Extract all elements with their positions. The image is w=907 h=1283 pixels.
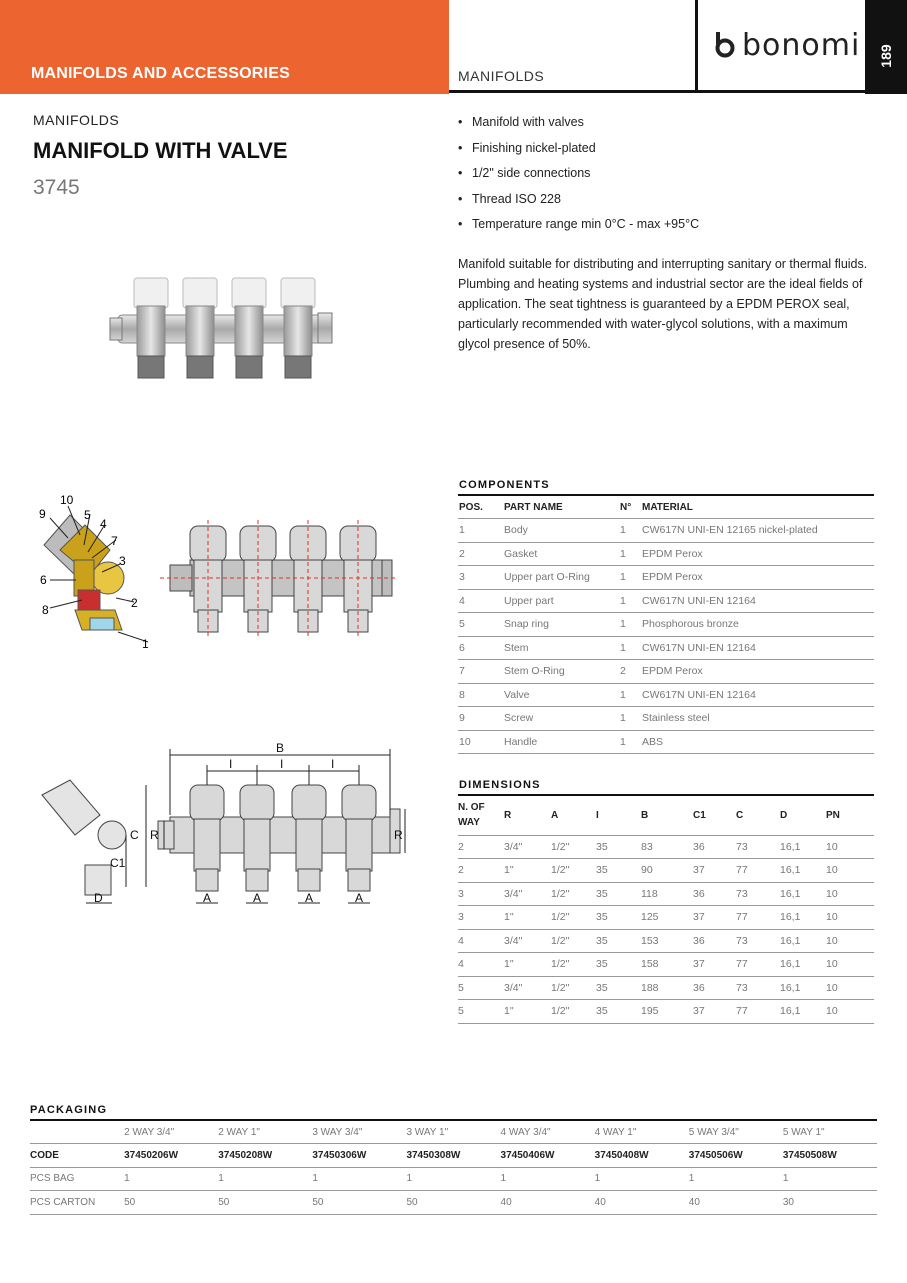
table-cell: Snap ring xyxy=(503,613,619,637)
table-cell: Screw xyxy=(503,707,619,731)
table-row xyxy=(30,1191,877,1215)
table-cell: Stainless steel xyxy=(641,707,874,731)
table-row xyxy=(458,835,874,859)
components-table xyxy=(458,494,874,754)
callout-label: 3 xyxy=(119,554,126,568)
dimensions-title: DIMENSIONS xyxy=(459,779,541,791)
table-cell: 10 xyxy=(826,976,874,1000)
table-cell: 1 xyxy=(619,707,641,731)
table-cell: Handle xyxy=(503,730,619,754)
table-cell: 35 xyxy=(596,929,641,953)
dimension-label: A xyxy=(253,891,262,905)
table-cell: 1 xyxy=(783,1167,877,1191)
table-cell: 37450306W xyxy=(312,1144,406,1168)
column-header: 3 WAY 3/4" xyxy=(312,1120,406,1144)
table-cell: 1 xyxy=(619,566,641,590)
callout-label: 2 xyxy=(131,596,138,610)
table-cell: 3 xyxy=(458,906,504,930)
table-cell: 1/2" xyxy=(551,906,596,930)
product-category: MANIFOLDS xyxy=(33,112,120,128)
dimension-label: C1 xyxy=(110,856,126,870)
table-cell: 1/2" xyxy=(551,835,596,859)
dimension-drawing xyxy=(30,735,415,910)
table-cell: 7 xyxy=(458,660,503,684)
table-row xyxy=(458,882,874,906)
table-cell: Upper part xyxy=(503,589,619,613)
table-cell: 50 xyxy=(406,1191,500,1215)
header-rule xyxy=(449,90,865,93)
table-cell: 16,1 xyxy=(780,976,826,1000)
table-cell: 77 xyxy=(736,906,780,930)
page-number: 189 xyxy=(878,44,894,68)
table-cell: 35 xyxy=(596,906,641,930)
table-cell: 1 xyxy=(619,613,641,637)
table-cell: CODE xyxy=(30,1144,124,1168)
table-cell: 77 xyxy=(736,859,780,883)
table-cell: 36 xyxy=(693,835,736,859)
feature-item: • 1/2" side connections xyxy=(458,166,699,192)
table-cell: 5 xyxy=(458,1000,504,1024)
table-cell: 73 xyxy=(736,976,780,1000)
table-row xyxy=(458,660,874,684)
table-cell: 40 xyxy=(595,1191,689,1215)
table-row xyxy=(30,1144,877,1168)
feature-item: • Finishing nickel-plated xyxy=(458,141,699,167)
table-cell: 125 xyxy=(641,906,693,930)
table-cell: Gasket xyxy=(503,542,619,566)
table-cell: 40 xyxy=(689,1191,783,1215)
table-cell: 10 xyxy=(826,882,874,906)
dimension-label: A xyxy=(355,891,364,905)
table-cell: 1 xyxy=(218,1167,312,1191)
table-cell: 1" xyxy=(504,906,551,930)
table-cell: 188 xyxy=(641,976,693,1000)
table-cell: 1 xyxy=(619,519,641,543)
table-cell: 77 xyxy=(736,1000,780,1024)
table-cell: 37 xyxy=(693,1000,736,1024)
table-cell: 1 xyxy=(619,542,641,566)
table-cell: 5 xyxy=(458,976,504,1000)
table-cell: 1 xyxy=(689,1167,783,1191)
table-cell: 1 xyxy=(406,1167,500,1191)
table-cell: 16,1 xyxy=(780,859,826,883)
table-cell: PCS BAG xyxy=(30,1167,124,1191)
table-row xyxy=(458,683,874,707)
table-cell: CW617N UNI-EN 12165 nickel-plated xyxy=(641,519,874,543)
table-cell: CW617N UNI-EN 12164 xyxy=(641,683,874,707)
table-cell: 1 xyxy=(619,589,641,613)
feature-item: • Manifold with valves xyxy=(458,115,699,141)
table-cell: 37450308W xyxy=(406,1144,500,1168)
column-header: MATERIAL xyxy=(641,495,874,519)
table-cell: 5 xyxy=(458,613,503,637)
table-cell: 50 xyxy=(124,1191,218,1215)
front-view-drawing xyxy=(160,520,395,638)
table-cell: Phosphorous bronze xyxy=(641,613,874,637)
dimension-label: R xyxy=(150,828,159,842)
dimension-label: I xyxy=(280,757,284,771)
table-cell: 37 xyxy=(693,859,736,883)
table-cell: 10 xyxy=(458,730,503,754)
table-cell: 10 xyxy=(826,835,874,859)
dimension-label: I xyxy=(331,757,335,771)
table-cell: 153 xyxy=(641,929,693,953)
column-header: 2 WAY 3/4" xyxy=(124,1120,218,1144)
brand-mark-icon xyxy=(714,32,736,58)
dimensions-table xyxy=(458,794,874,1024)
table-cell: Stem xyxy=(503,636,619,660)
table-cell: 73 xyxy=(736,882,780,906)
table-cell: 16,1 xyxy=(780,906,826,930)
table-cell: 1 xyxy=(619,730,641,754)
table-cell: EPDM Perox xyxy=(641,566,874,590)
table-cell: 3 xyxy=(458,566,503,590)
table-cell: 83 xyxy=(641,835,693,859)
callout-label: 8 xyxy=(42,603,49,617)
table-cell: 2 xyxy=(619,660,641,684)
packaging-table xyxy=(30,1119,877,1215)
table-cell: ABS xyxy=(641,730,874,754)
table-cell: 37450206W xyxy=(124,1144,218,1168)
table-cell: 16,1 xyxy=(780,882,826,906)
table-cell: 1 xyxy=(458,519,503,543)
table-cell: 36 xyxy=(693,882,736,906)
table-cell: 16,1 xyxy=(780,1000,826,1024)
table-row xyxy=(458,906,874,930)
table-cell: 1 xyxy=(124,1167,218,1191)
table-cell: 36 xyxy=(693,976,736,1000)
table-cell: 10 xyxy=(826,1000,874,1024)
table-cell: 4 xyxy=(458,953,504,977)
table-row xyxy=(458,1000,874,1024)
table-row xyxy=(458,542,874,566)
table-row xyxy=(458,929,874,953)
feature-list xyxy=(458,115,699,243)
product-title: MANIFOLD WITH VALVE xyxy=(33,138,288,163)
dimension-label: C xyxy=(130,828,139,842)
cross-section-diagram xyxy=(30,490,149,655)
table-cell: 35 xyxy=(596,953,641,977)
header-separator xyxy=(695,0,698,93)
packaging-title: PACKAGING xyxy=(30,1104,108,1116)
table-row xyxy=(458,707,874,731)
table-cell: 37450406W xyxy=(501,1144,595,1168)
table-cell: 2 xyxy=(458,542,503,566)
column-header: C xyxy=(736,795,780,835)
page-number-tab xyxy=(865,0,907,94)
table-cell: 1 xyxy=(501,1167,595,1191)
table-cell: 1 xyxy=(619,636,641,660)
section-title: MANIFOLDS AND ACCESSORIES xyxy=(31,65,290,82)
product-code: 3745 xyxy=(33,176,80,199)
callout-label: 1 xyxy=(142,637,149,651)
product-photo xyxy=(110,270,335,385)
table-cell: 37450506W xyxy=(689,1144,783,1168)
table-cell: 1/2" xyxy=(551,929,596,953)
table-row xyxy=(458,976,874,1000)
table-cell: 37450508W xyxy=(783,1144,877,1168)
category-label: MANIFOLDS xyxy=(458,68,545,84)
table-cell: CW617N UNI-EN 12164 xyxy=(641,589,874,613)
table-cell: EPDM Perox xyxy=(641,660,874,684)
table-cell: 10 xyxy=(826,953,874,977)
table-cell: 3/4" xyxy=(504,835,551,859)
callout-label: 4 xyxy=(100,517,107,531)
dimension-label: B xyxy=(276,741,285,755)
table-cell: Upper part O-Ring xyxy=(503,566,619,590)
table-row xyxy=(30,1167,877,1191)
callout-label: 9 xyxy=(39,507,46,521)
column-header: 4 WAY 1" xyxy=(595,1120,689,1144)
table-cell: 2 xyxy=(458,859,504,883)
table-cell: 50 xyxy=(218,1191,312,1215)
table-row xyxy=(458,953,874,977)
table-cell: 1/2" xyxy=(551,953,596,977)
table-row xyxy=(458,730,874,754)
table-cell: 1/2" xyxy=(551,1000,596,1024)
table-cell: 37450208W xyxy=(218,1144,312,1168)
table-cell: 8 xyxy=(458,683,503,707)
table-cell: 118 xyxy=(641,882,693,906)
feature-item: • Thread ISO 228 xyxy=(458,192,699,218)
table-cell: 4 xyxy=(458,589,503,613)
table-cell: 1/2" xyxy=(551,859,596,883)
column-header xyxy=(30,1120,124,1144)
column-header: A xyxy=(551,795,596,835)
table-cell: 3/4" xyxy=(504,882,551,906)
table-cell: 16,1 xyxy=(780,953,826,977)
table-cell: 1 xyxy=(312,1167,406,1191)
column-header: 3 WAY 1" xyxy=(406,1120,500,1144)
column-header: I xyxy=(596,795,641,835)
table-cell: 1" xyxy=(504,1000,551,1024)
header-banner xyxy=(0,0,449,94)
column-header: R xyxy=(504,795,551,835)
dimension-label: I xyxy=(229,757,233,771)
column-header: 4 WAY 3/4" xyxy=(501,1120,595,1144)
table-cell: PCS CARTON xyxy=(30,1191,124,1215)
column-header: C1 xyxy=(693,795,736,835)
table-cell: 30 xyxy=(783,1191,877,1215)
table-cell: 37450408W xyxy=(595,1144,689,1168)
column-header: N° xyxy=(619,495,641,519)
table-cell: 3/4" xyxy=(504,976,551,1000)
dimension-label: A xyxy=(203,891,212,905)
table-row xyxy=(458,519,874,543)
table-row xyxy=(458,589,874,613)
feature-item: • Temperature range min 0°C - max +95°C xyxy=(458,217,699,243)
table-cell: 3/4" xyxy=(504,929,551,953)
table-cell: 35 xyxy=(596,976,641,1000)
table-cell: 73 xyxy=(736,929,780,953)
column-header: N. OF WAY xyxy=(458,795,504,835)
table-row xyxy=(458,613,874,637)
dimension-label: R xyxy=(394,828,403,842)
table-cell: 37 xyxy=(693,953,736,977)
table-cell: 35 xyxy=(596,1000,641,1024)
table-cell: 36 xyxy=(693,929,736,953)
table-cell: Stem O-Ring xyxy=(503,660,619,684)
table-cell: 90 xyxy=(641,859,693,883)
table-cell: 6 xyxy=(458,636,503,660)
table-cell: 73 xyxy=(736,835,780,859)
dimension-label: A xyxy=(305,891,314,905)
table-cell: 1" xyxy=(504,859,551,883)
table-cell: 1 xyxy=(595,1167,689,1191)
table-cell: 16,1 xyxy=(780,835,826,859)
table-cell: 2 xyxy=(458,835,504,859)
table-cell: 4 xyxy=(458,929,504,953)
table-cell: CW617N UNI-EN 12164 xyxy=(641,636,874,660)
table-cell: Valve xyxy=(503,683,619,707)
column-header: B xyxy=(641,795,693,835)
brand-logo xyxy=(714,27,861,63)
table-cell: 3 xyxy=(458,882,504,906)
table-cell: 35 xyxy=(596,835,641,859)
table-cell: 10 xyxy=(826,906,874,930)
table-cell: Body xyxy=(503,519,619,543)
column-header: PN xyxy=(826,795,874,835)
table-cell: 1" xyxy=(504,953,551,977)
table-cell: 9 xyxy=(458,707,503,731)
table-cell: 35 xyxy=(596,882,641,906)
column-header: PART NAME xyxy=(503,495,619,519)
table-cell: 77 xyxy=(736,953,780,977)
table-cell: 195 xyxy=(641,1000,693,1024)
callout-label: 6 xyxy=(40,573,47,587)
callout-label: 10 xyxy=(60,493,74,507)
product-description: Manifold suitable for distributing and interrupting sanitary or thermal fluids. Plumbing and heating systems and industrial sector are the ideal fields of application. The seat tightness is guaranteed by a EPDM PEROX seal, particularly recommended with water-glycol solutions, with a maximum glycol presence of 50%. xyxy=(458,257,868,351)
callout-label: 7 xyxy=(111,534,118,548)
column-header: 5 WAY 1" xyxy=(783,1120,877,1144)
table-cell: 50 xyxy=(312,1191,406,1215)
brand-name: bonomi xyxy=(742,27,861,63)
table-cell: EPDM Perox xyxy=(641,542,874,566)
table-cell: 40 xyxy=(501,1191,595,1215)
table-row xyxy=(458,859,874,883)
table-row xyxy=(458,636,874,660)
table-cell: 16,1 xyxy=(780,929,826,953)
column-header: 2 WAY 1" xyxy=(218,1120,312,1144)
table-cell: 1/2" xyxy=(551,882,596,906)
table-row xyxy=(458,566,874,590)
table-cell: 1/2" xyxy=(551,976,596,1000)
column-header: 5 WAY 3/4" xyxy=(689,1120,783,1144)
table-cell: 37 xyxy=(693,906,736,930)
column-header: POS. xyxy=(458,495,503,519)
table-cell: 10 xyxy=(826,929,874,953)
column-header: D xyxy=(780,795,826,835)
callout-label: 5 xyxy=(84,508,91,522)
table-cell: 158 xyxy=(641,953,693,977)
table-cell: 35 xyxy=(596,859,641,883)
dimension-label: D xyxy=(94,891,103,905)
table-cell: 1 xyxy=(619,683,641,707)
table-cell: 10 xyxy=(826,859,874,883)
components-title: COMPONENTS xyxy=(459,479,550,491)
